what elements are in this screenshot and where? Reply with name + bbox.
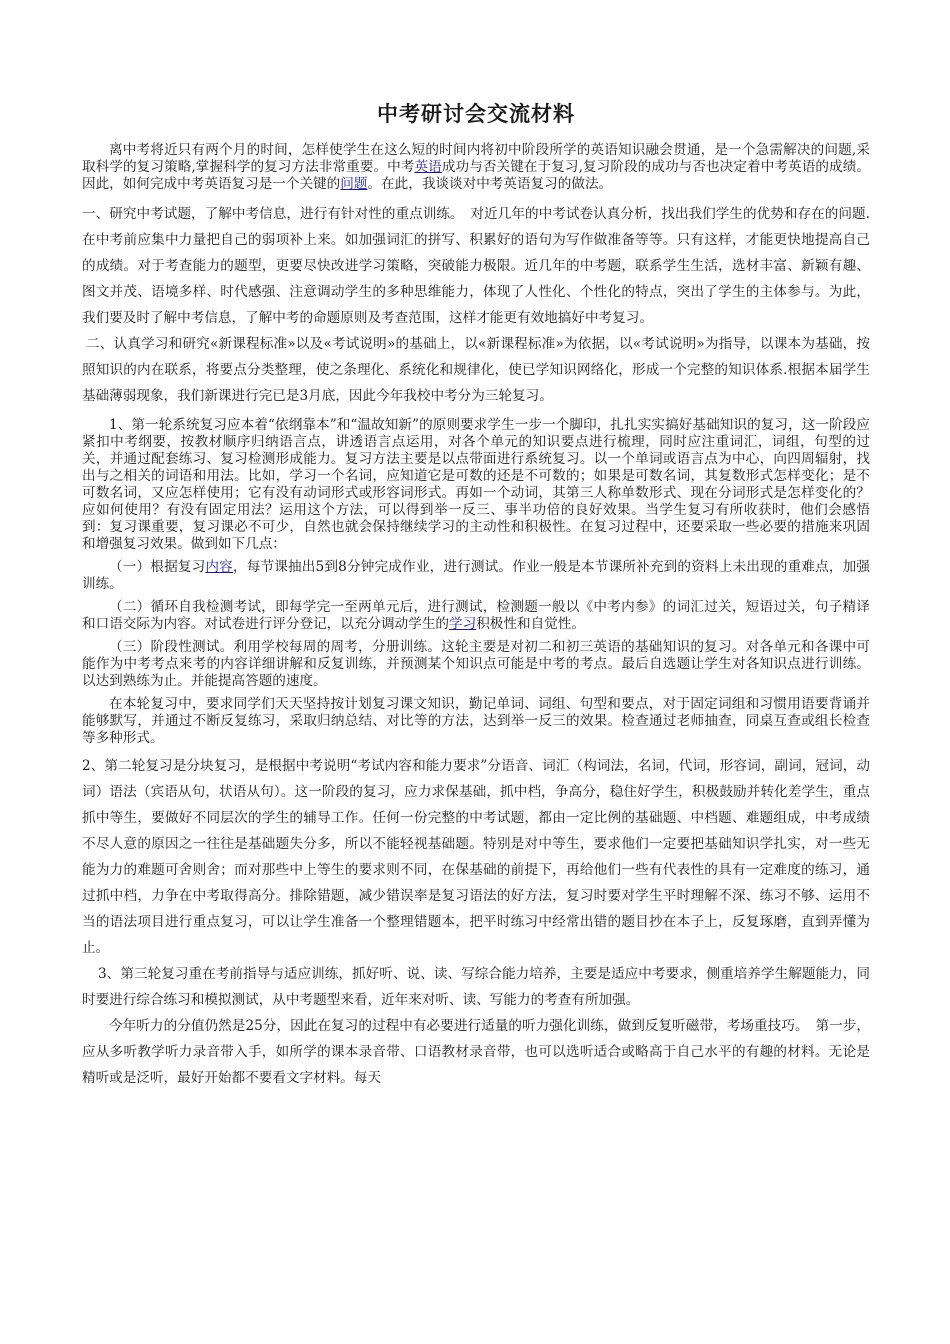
section-two-paragraph: 二、认真学习和研究«新课程标准»以及«考试说明»的基础上，以«新课程标准»为依据，以«考试说明»为指导，以课本为基础，按照知识的内在联系，将要点分类整理，使之条理化、系统化和规律化，使已学知识网络化，形成一个完整的知识体系.根据本届学生基础薄弱现象，我们新课进行完已是3月底，因此今年我校中考分为三轮复习。 bbox=[82, 336, 870, 404]
item-one-text-2: ，每节课抽出5到8分钟完成作业，进行测试。作业一般是本节课所补充到的资料上未出现的重难点，加强训练。 bbox=[82, 559, 871, 592]
item-one-paragraph bbox=[82, 559, 870, 593]
item-three-paragraph: （三）阶段性测试。利用学校每周的周考，分册训练。这轮主要是对初二和初三英语的基础知识的复习。对各单元和各课中可能作为中考考点来考的内容详细讲解和反复训练，并预测某个知识点可能是中考的考点。最后自选题让学生对各知识点进行训练。以达到熟练为止。并能提高答题的速度。 bbox=[82, 639, 870, 689]
round-two-paragraph: 2、第二轮复习是分块复习，是根据中考说明“考试内容和能力要求”分语音、词汇（构词法，名词，代词，形容词，副词，冠词，动词）语法（宾语从句，状语从句）。这一阶段的复习，应力求保基础，抓中档，争高分，稳住好学生，积极鼓励并转化差学生，重点抓中等生，要做好不同层次的学生的辅导工作。任何一份完整的中考试题，都由一定比例的基础题、中档题、难题组成，中考成绩不尽人意的原因之一往往是基础题失分多，所以不能轻视基础题。特别是对中等生，要求他们一定要把基础知识学扎实，对一些无能为力的难题可舍则舍；而对那些中上等生的要求则不同，在保基础的前提下，再给他们一些有代表性的具有一定难度的练习，通过抓中档，力争在中考取得高分。排除错题，减少错误率是复习语法的好方法，复习时要对学生平时理解不深、练习不够、运用不当的语法项目进行重点复习，可以让学生准备一个整理错题本，把平时练习中经常出错的题目抄在本子上，反复琢磨，直到弄懂为止。 bbox=[82, 758, 870, 956]
item-two-text-1: （二）循环自我检测考试，即每学完一至两单元后，进行测试，检测题一般以《中考内参》的词汇过关，短语过关，句子精译和口语交际为内容。对试卷进行评分登记，以充分调动学生的 bbox=[82, 599, 870, 632]
intro-text-2: 成功与否关键在于复习,复习阶段的成功与否也决定着中考英语的成绩。因此，如何完成中考英语复习是一个关键的 bbox=[82, 159, 870, 192]
item-two-paragraph bbox=[82, 599, 870, 633]
round-one-paragraph: 1、第一轮系统复习应本着“依纲靠本”和“温故知新”的原则要求学生一步一个脚印，扎扎实实搞好基础知识的复习，这一阶段应紧扣中考纲要，按教材顺序归纳语言点，讲透语言点运用，对各个单元的知识要点进行梳理，同时应注重词汇，词组，句型的过关，并通过配套练习、复习检测形成能力。复习方法主要是以点带面进行系统复习。以一个单词或语言点为中心，向四周辐射，找出与之相关的词语和用法。比如，学习一个名词，应知道它是可数的还是不可数的；如果是可数名词，其复数形式怎样变化；是不可数名词，又应怎样使用；它有没有动词形式或形容词形式。再如一个动词，其第三人称单数形式、现在分词形式是怎样变化的？应如何使用？有没有固定用法？运用这个方法，可以得到举一反三、事半功倍的良好效果。当学生复习有所收获时，他们会感悟到：复习课重要，复习课必不可少，自然也就会保持继续学习的主动性和积极性。在复习过程中，还要采取一些必要的措施来巩固和增强复习效果。做到如下几点： bbox=[82, 417, 870, 552]
section-one-paragraph: 一、研究中考试题，了解中考信息，进行有针对性的重点训练。 对近几年的中考试卷认真分析，找出我们学生的优势和存在的问题.在中考前应集中力量把自己的弱项补上来。如加强词汇的拼写、积累好的语句为写作做准备等等。只有这样，才能更快地提高自己的成绩。对于考查能力的题型，更要尽快改进学习策略，突破能力极限。近几年的中考题，联系学生生活，选材丰富、新颖有趣、图文并茂、语境多样、时代感强、注意调动学生的多种思维能力，体现了人性化、个性化的特点，突出了学生的主体参与。为此，我们要及时了解中考信息，了解中考的命题原则及考查范围，这样才能更有效地搞好中考复习。 bbox=[82, 206, 870, 326]
intro-paragraph bbox=[82, 142, 870, 193]
item-two-text-2: 积极性和自觉性。 bbox=[476, 616, 585, 632]
link-problem[interactable]: 问题 bbox=[340, 176, 368, 192]
link-content[interactable]: 内容 bbox=[205, 559, 233, 575]
link-english[interactable]: 英语 bbox=[414, 159, 442, 175]
document-title: 中考研讨会交流材料 bbox=[377, 101, 575, 126]
listening-paragraph: 今年听力的分值仍然是25分，因此在复习的过程中有必要进行适量的听力强化训练，做到反复听磁带，考场重技巧。 第一步，应从多听教学听力录音带入手，如所学的课本录音带、口语教材录音带，也可以选听适合或略高于自己水平的有趣的材料。无论是精听或是泛听，最好开始都不要看文字材料。每天 bbox=[82, 1018, 870, 1086]
link-study[interactable]: 学习 bbox=[449, 616, 477, 632]
document-page bbox=[82, 90, 870, 1091]
intro-text-3: 。在此，我谈谈对中考英语复习的做法。 bbox=[367, 176, 613, 192]
intro-text-1: 离中考将近只有两个月的时间，怎样使学生在这么短的时间内将初中阶段所学的英语知识融会贯通，是一个急需解决的问题,采取科学的复习策略,掌握科学的复习方法非常重要。中考 bbox=[82, 142, 870, 175]
round-three-paragraph: 3、第三轮复习重在考前指导与适应训练，抓好听、说、读、写综合能力培养，主要是适应中考要求，侧重培养学生解题能力，同时要进行综合练习和模拟测试，从中考题型来看，近年来对听、读、写能力的考查有所加强。 bbox=[82, 966, 870, 1008]
round-one-summary-paragraph: 在本轮复习中，要求同学们天天坚持按计划复习课文知识，勤记单词、词组、句型和要点，对于固定词组和习惯用语要背诵并能够默写，并通过不断反复练习，采取归纳总结、对比等的方法，达到举一反三的效果。检查通过老师抽查，同桌互查或组长检查等多种形式。 bbox=[82, 696, 870, 746]
item-one-text-1: （一）根据复习 bbox=[109, 559, 206, 575]
